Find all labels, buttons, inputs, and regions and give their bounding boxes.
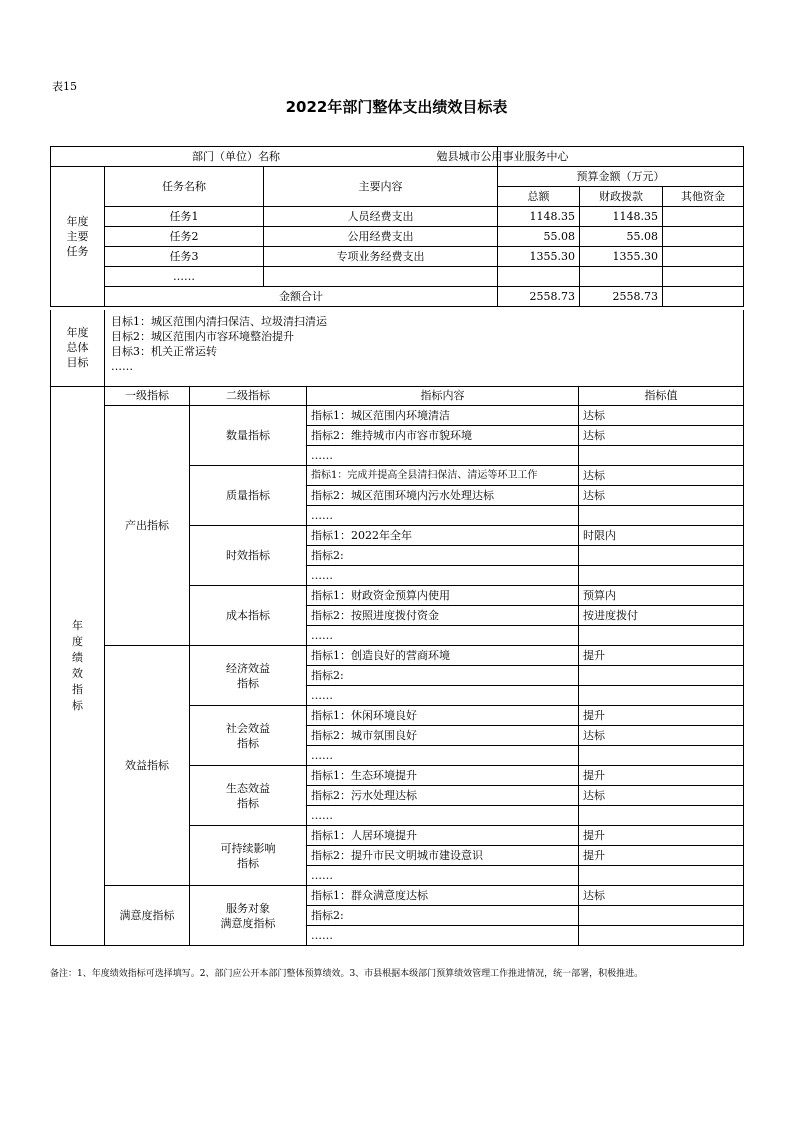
goal-item: 目标2：城区范围内市容环境整治提升 — [111, 330, 294, 343]
indicator-value — [579, 866, 744, 886]
footnote: 备注：1、年度绩效指标可选择填写。2、部门应公开本部门整体预算绩效。3、市县根据本级部门预算绩效管理工作推进情况，统一部署，积极推进。 — [50, 969, 644, 979]
budget-other-header: 其他资金 — [663, 187, 744, 207]
output-indicator-label: 产出指标 — [105, 406, 190, 646]
value-header: 指标值 — [579, 386, 744, 406]
sum-other — [663, 287, 744, 307]
task-section-label: 年度 主要 任务 — [51, 167, 105, 307]
indicator-value — [579, 926, 744, 946]
indicator-value: 时限内 — [579, 526, 744, 546]
content-header: 指标内容 — [307, 386, 579, 406]
indicator-value: 提升 — [579, 826, 744, 846]
cost-indicator-label: 成本指标 — [190, 586, 307, 646]
task-content-header: 主要内容 — [264, 167, 498, 207]
goal-item: …… — [111, 360, 133, 373]
social-indicator-label: 社会效益 指标 — [190, 706, 307, 766]
ecological-indicator-label: 生态效益 指标 — [190, 766, 307, 826]
task-name: 任务2 — [105, 227, 264, 247]
indicator-value — [579, 506, 744, 526]
indicator-content: 指标1：群众满意度达标 — [307, 886, 579, 906]
indicator-value — [579, 906, 744, 926]
indicator-content: 指标1：休闲环境良好 — [307, 706, 579, 726]
indicator-content: 指标2：维持城市内市容市貌环境 — [307, 426, 579, 446]
task-content — [264, 267, 498, 287]
indicator-value: 提升 — [579, 766, 744, 786]
indicator-content: 指标1：人居环境提升 — [307, 826, 579, 846]
indicator-content: 指标1：完成并提高全县清扫保洁、清运等环卫工作 — [307, 466, 579, 486]
indicator-value: 达标 — [579, 726, 744, 746]
indicator-value: 提升 — [579, 646, 744, 666]
indicator-value — [579, 546, 744, 566]
task-fiscal — [580, 267, 663, 287]
task-row — [51, 247, 744, 267]
task-content: 人员经费支出 — [264, 207, 498, 227]
task-name: 任务1 — [105, 207, 264, 227]
goal-table — [50, 310, 744, 387]
task-content: 专项业务经费支出 — [264, 247, 498, 267]
task-name: …… — [105, 267, 264, 287]
indicator-content: …… — [307, 446, 579, 466]
indicator-content: …… — [307, 866, 579, 886]
indicator-value: 达标 — [579, 426, 744, 446]
indicator-value — [579, 686, 744, 706]
level1-header: 一级指标 — [105, 386, 190, 406]
indicator-value: 达标 — [579, 466, 744, 486]
indicator-content: 指标2：提升市民文明城市建设意识 — [307, 846, 579, 866]
perf-section-label: 年 度 绩 效 指 标 — [51, 386, 105, 946]
indicator-value — [579, 626, 744, 646]
task-fiscal: 1148.35 — [580, 207, 663, 227]
benefit-indicator-label: 效益指标 — [105, 646, 190, 886]
satisfaction-indicator-label: 满意度指标 — [105, 886, 190, 946]
indicator-value: 按进度拨付 — [579, 606, 744, 626]
timeliness-indicator-label: 时效指标 — [190, 526, 307, 586]
goal-section-label: 年度 总体 目标 — [51, 310, 105, 386]
indicator-content: 指标2：污水处理达标 — [307, 786, 579, 806]
indicator-content: 指标2: — [307, 546, 579, 566]
page-title: 2022年部门整体支出绩效目标表 — [285, 98, 508, 116]
indicator-content: …… — [307, 566, 579, 586]
indicator-value: 达标 — [579, 886, 744, 906]
indicator-content: 指标1：2022年全年 — [307, 526, 579, 546]
goal-item: 目标1：城区范围内清扫保洁、垃圾清扫清运 — [111, 315, 327, 328]
indicator-value: 提升 — [579, 706, 744, 726]
indicator-value: 达标 — [579, 786, 744, 806]
indicator-value — [579, 746, 744, 766]
indicator-value — [579, 666, 744, 686]
indicator-value: 达标 — [579, 406, 744, 426]
task-row — [51, 207, 744, 227]
task-total: 1355.30 — [498, 247, 580, 267]
task-name-header: 任务名称 — [105, 167, 264, 207]
indicator-content: 指标2：按照进度拨付资金 — [307, 606, 579, 626]
indicator-content: 指标1：城区范围内环境清洁 — [307, 406, 579, 426]
indicator-content: 指标1：财政资金预算内使用 — [307, 586, 579, 606]
goal-list — [105, 310, 744, 386]
indicator-value: 提升 — [579, 846, 744, 866]
quantity-indicator-label: 数量指标 — [190, 406, 307, 466]
task-fiscal: 1355.30 — [580, 247, 663, 267]
sum-fiscal: 2558.73 — [580, 287, 663, 307]
task-other — [663, 267, 744, 287]
indicator-value — [579, 806, 744, 826]
task-other — [663, 227, 744, 247]
budget-fiscal-header: 财政拨款 — [580, 187, 663, 207]
level2-header: 二级指标 — [190, 386, 307, 406]
indicator-content: 指标2：城区范围环境内污水处理达标 — [307, 486, 579, 506]
task-total: 55.08 — [498, 227, 580, 247]
dept-label: 部门（单位）名称 — [51, 147, 498, 167]
indicator-content: 指标2：城市氛围良好 — [307, 726, 579, 746]
budget-header: 预算金额（万元） — [498, 167, 744, 187]
task-row — [51, 227, 744, 247]
service-satisfaction-indicator-label: 服务对象 满意度指标 — [190, 886, 307, 946]
task-name: 任务3 — [105, 247, 264, 267]
sum-row — [51, 287, 744, 307]
task-row — [51, 267, 744, 287]
goal-item: 目标3：机关正常运转 — [111, 345, 217, 358]
task-total: 1148.35 — [498, 207, 580, 227]
task-fiscal: 55.08 — [580, 227, 663, 247]
indicator-content: …… — [307, 926, 579, 946]
indicator-value: 预算内 — [579, 586, 744, 606]
indicator-content: …… — [307, 626, 579, 646]
quality-indicator-label: 质量指标 — [190, 466, 307, 526]
sustainable-indicator-label: 可持续影响 指标 — [190, 826, 307, 886]
task-table — [50, 146, 744, 307]
sum-label: 金额合计 — [105, 287, 498, 307]
indicator-table — [50, 386, 744, 946]
indicator-content: 指标2: — [307, 666, 579, 686]
task-other — [663, 247, 744, 267]
task-total — [498, 267, 580, 287]
task-content: 公用经费支出 — [264, 227, 498, 247]
budget-total-header: 总额 — [498, 187, 580, 207]
indicator-content: 指标1：创造良好的营商环境 — [307, 646, 579, 666]
indicator-content: …… — [307, 806, 579, 826]
sum-total: 2558.73 — [498, 287, 580, 307]
indicator-content: 指标1：生态环境提升 — [307, 766, 579, 786]
economic-indicator-label: 经济效益 指标 — [190, 646, 307, 706]
indicator-content: …… — [307, 746, 579, 766]
indicator-value — [579, 446, 744, 466]
table-number: 表15 — [52, 80, 77, 93]
indicator-content: …… — [307, 686, 579, 706]
dept-name: 勉县城市公用事业服务中心 — [380, 147, 626, 167]
indicator-value — [579, 566, 744, 586]
indicator-value: 达标 — [579, 486, 744, 506]
indicator-content: …… — [307, 506, 579, 526]
task-other — [663, 207, 744, 227]
indicator-content: 指标2: — [307, 906, 579, 926]
